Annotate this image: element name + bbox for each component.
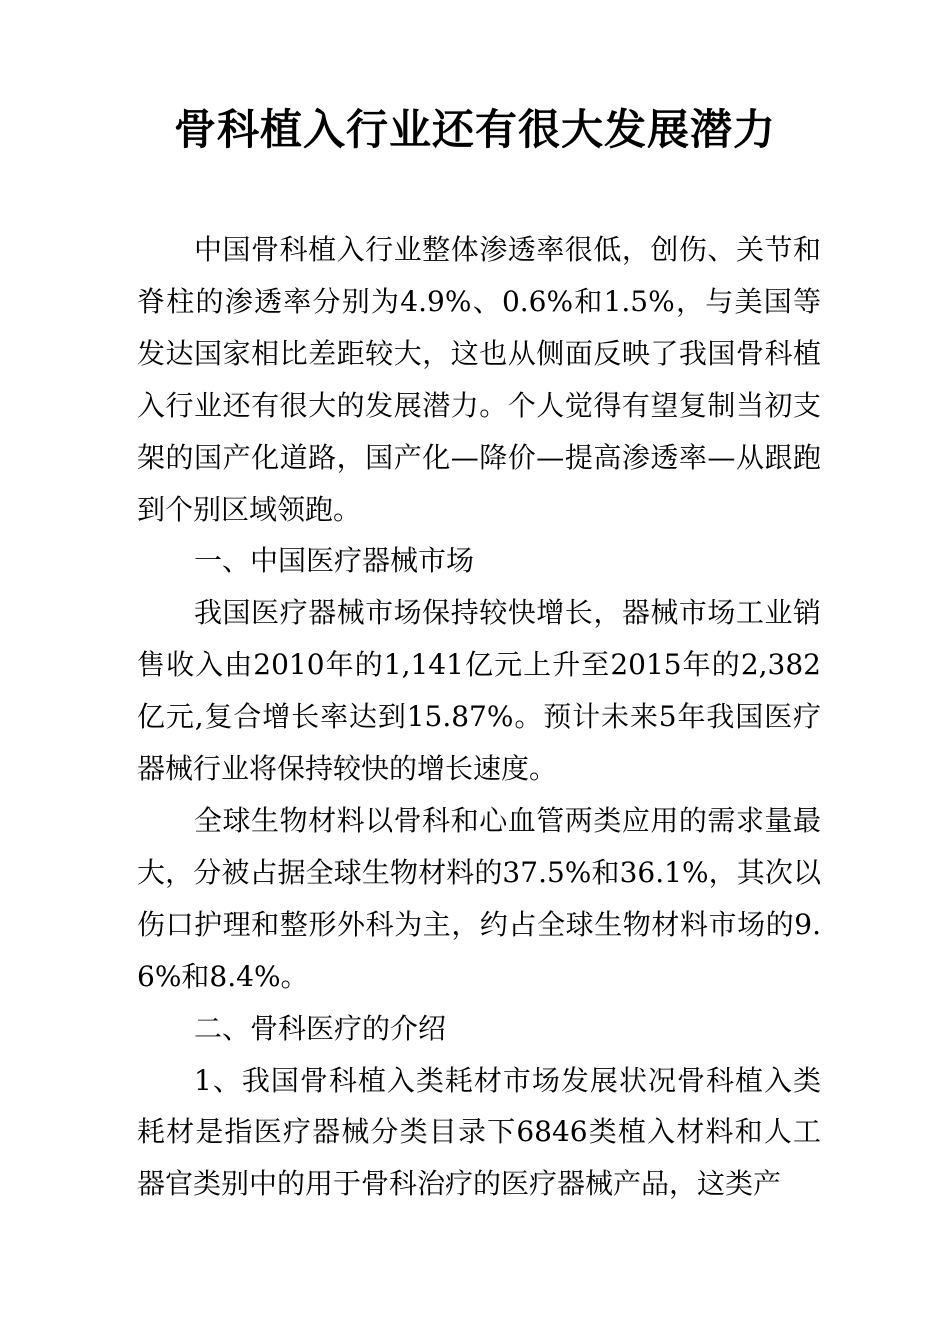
paragraph-biomaterials: 全球生物材料以骨科和心血管两类应用的需求量最大，分被占据全球生物材料的37.5%和36.1%，其次以伤口护理和整形外科为主，约占全球生物材料市场的9.6%和8.4%。 — [137, 803, 821, 993]
paragraph-implant-consumables: 1、我国骨科植入类耗材市场发展状况骨科植入类耗材是指医疗器械分类目录下6846类植入材料和人工器官类别中的用于骨科治疗的医疗器械产品，这类产 — [137, 1063, 821, 1201]
section-heading-1: 一、中国医疗器械市场 — [194, 544, 475, 578]
paragraph-market-growth: 我国医疗器械市场保持较快增长，器械市场工业销售收入由2010年的1,141亿元上升至2015年的2,382亿元,复合增长率达到15.87%。预计未来5年我国医疗器械行业将保持较快的增长速度。 — [137, 596, 821, 786]
document-body — [137, 224, 821, 1210]
section-heading-2: 二、骨科医疗的介绍 — [194, 1011, 447, 1045]
page-title: 骨科植入行业还有很大发展潜力 — [173, 105, 776, 154]
paragraph-intro: 中国骨科植入行业整体渗透率很低，创伤、关节和脊柱的渗透率分别为4.9%、0.6%和1.5%，与美国等发达国家相比差距较大，这也从侧面反映了我国骨科植入行业还有很大的发展潜力。个人觉得有望复制当初支架的国产化道路，国产化—降价—提高渗透率—从跟跑到个别区域领跑。 — [137, 233, 821, 526]
